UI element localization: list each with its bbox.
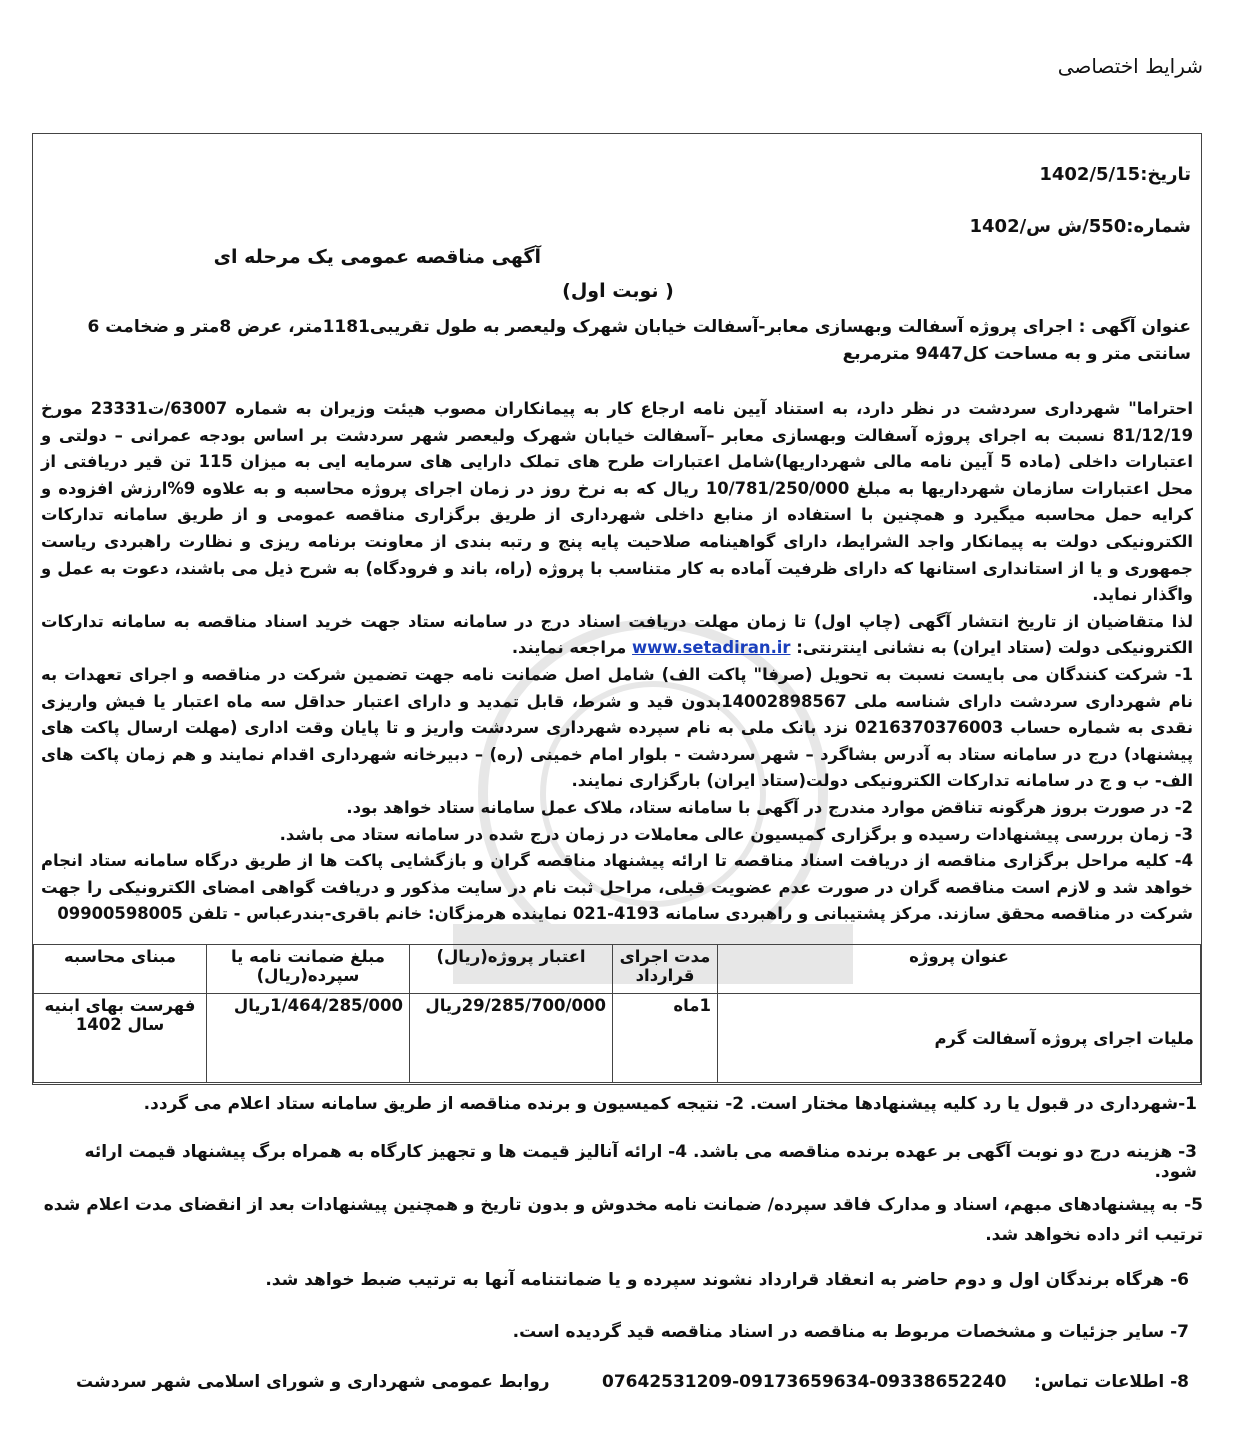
contact-label: 8- اطلاعات تماس: [1034,1372,1189,1392]
table-cell: 1/464/285/000ریال [207,994,410,1083]
condition-5: 5- به پیشنهادهای مبهم، اسناد و مدارک فاقد سپرده/ ضمانت نامه مخدوش و بدون تاریخ و همچنین پیشنهادات بعد از انقضای مدت اعلام شده ترتیب اثر داده نخواهد شد. [43,1195,1203,1245]
table-header: مدت اجرای قرارداد [613,945,718,994]
contact-phones: 07642531209-09173659634-09338652240 [602,1372,1007,1392]
body-applicants [41,609,1193,662]
table-header: اعتبار پروژه(ریال) [410,945,613,994]
table-cell: 1ماه [613,994,718,1083]
tender-title: آگهی مناقصه عمومی یک مرحله ای [213,246,541,268]
issuer-label: روابط عمومی شهرداری و شورای اسلامی شهر سردشت [76,1372,550,1392]
table-header: عنوان پروژه [718,945,1201,994]
notice-body [41,396,1193,928]
item-1: 1- شرکت کنندگان می بایست نسبت به تحویل (صرفا" پاکت الف) شامل اصل ضمانت نامه جهت تضمین شرکت در مناقصه و اجرای تعهدات به نام شهرداری سردشت دارای شناسه ملی 14002898567بدون قید و شرط، قابل تمدید و دارای اعتبار حداقل سه ماه اعتبار یا فیش واریزی نقدی به شماره حساب 0216370376003 نزد بانک ملی به نام سپرده شهرداری سردشت واریز و تا پایان وقت اداری (مهلت ارسال پاکت های پیشنهاد) درج در سامانه ستاد به آدرس بشاگرد – شهر سردشت - بلوار امام خمینی (ره) – دبیرخانه شهرداری اقدام نمایند و هم زمان پاکت های الف- ب و ج در سامانه تدارکات الکترونیکی دولت(ستاد ایران) بارگزاری نمایند. [41,664,1193,791]
body-intro: احتراما" شهرداری سردشت در نظر دارد، به استناد آیین نامه ارجاع کار به پیمانکاران مصوب هیئت وزیران به شماره 63007/ت23331 مورخ 81/12/19 نسبت به اجرای پروژه آسفالت وبهسازی معابر –آسفالت خیابان شهرک ولیعصر شهر سردشت بر اساس بودجه عمرانی – دولتی و اعتبارات داخلی (ماده 5 آیین نامه مالی شهرداریها)شامل اعتبارات طرح های تملک دارایی های سرمایه ایی به میزان 115 تن قیر دریافتی از محل اعتبارات سازمان شهرداریها به مبلغ 10/781/250/000 ریال که به نرخ روز در زمان اجرای پروژه محاسبه و به علاوه 9%ارزش افزوده و کرایه حمل محاسبه میگیرد و همچنین با استفاده از منابع داخلی شهرداری از طریق برگزاری مناقصه عمومی و از طریق سامانه تدارکات الکترونیکی دولت به پیمانکار واجد الشرایط، دارای گواهینامه صلاحیت پایه پنج و رتبه بندی از معاونت برنامه ریزی و نظارت راهبردی ریاست جمهوری و یا از استانداری استانها که دارای ظرفیت آماده به کار متناسب با پروژه (راه، باند و فرودگاه) به شرح ذیل می باشند، دعوت به عمل و واگذار نماید. [41,399,1194,605]
item-4: 4- کلیه مراحل برگزاری مناقصه از دریافت اسناد مناقصه تا ارائه پیشنهاد مناقصه گران و بازگشایی پاکت ها از طریق درگاه سامانه ستاد انجام خواهد شد و لازم است مناقصه گران در صورت عدم عضویت قبلی، مراحل ثبت نام در سایت مذکور و دریافت گواهی امضای الکترونیکی را جهت شرکت در مناقصه محقق سازند. مرکز پشتیبانی و راهبردی سامانه 4193-021 نماینده هرمزگان: خانم باقری-بندرعباس - تلفن 09900598005 [41,851,1193,924]
table-header: مبلغ ضمانت نامه یا سپرده(ریال) [207,945,410,994]
header-label: شرایط اختصاصی [1057,54,1203,78]
table-row [34,994,1201,1083]
round-label: ( نوبت اول) [562,280,674,302]
item-3: 3- زمان بررسی پیشنهادات رسیده و برگزاری کمیسیون عالی معاملات در زمان درج شده در سامانه ستاد می باشد. [279,824,1193,844]
date-line: تاریخ:1402/5/15 [1039,164,1191,185]
table-cell: فهرست بهای ابنیه سال 1402 [34,994,207,1083]
condition-7: 7- سایر جزئیات و مشخصات مربوط به مناقصه در اسناد مناقصه قید گردیده است. [512,1322,1189,1342]
condition-6: 6- هرگاه برندگان اول و دوم حاضر به انعقاد قرارداد نشوند سپرده و یا ضمانتنامه آنها به ترتیب ضبط خواهد شد. [265,1270,1189,1290]
item-2: 2- در صورت بروز هرگونه تناقض موارد مندرج در آگهی با سامانه ستاد، ملاک عمل سامانه ستاد خواهد بود. [346,797,1193,817]
notice-frame [32,133,1202,1085]
applicants-text: لذا متقاضیان از تاریخ انتشار آگهی (چاپ اول) تا زمان مهلت دریافت اسناد درج در سامانه ستاد جهت خرید اسناد مناقصه به سامانه تدارکات الکترونیکی دولت (ستاد ایران) به نشانی اینترنتی: [41,611,1193,658]
table-header: مبنای محاسبه [34,945,207,994]
condition-1: 1-شهرداری در قبول یا رد کلیه پیشنهادها مختار است. 2- نتیجه کمیسیون و برنده مناقصه از طریق سامانه ستاد اعلام می گردد. [143,1094,1197,1114]
project-table [33,944,1201,1083]
website-link[interactable]: www.setadiran.ir [632,638,791,658]
number-line: شماره:550/ش س/1402 [969,216,1191,237]
table-cell: ملیات اجرای پروژه آسفالت گرم [718,994,1201,1083]
table-header-row [34,945,1201,994]
notice-subject: عنوان آگهی : اجرای پروژه آسفالت وبهسازی معابر-آسفالت خیابان شهرک ولیعصر به طول تقریبی1181متر، عرض 8متر و ضخامت 6 سانتی متر و به مساحت کل9447 مترمربع [87,317,1191,364]
table-cell: 29/285/700/000ریال [410,994,613,1083]
condition-3: 3- هزینه درج دو نوبت آگهی بر عهده برنده مناقصه می باشد. 4- ارائه آنالیز قیمت ها و تجهیز کارگاه به همراه برگ پیشنهاد قیمت ارائه شود. [84,1142,1197,1182]
applicants-end: مراجعه نمایند. [511,638,633,658]
